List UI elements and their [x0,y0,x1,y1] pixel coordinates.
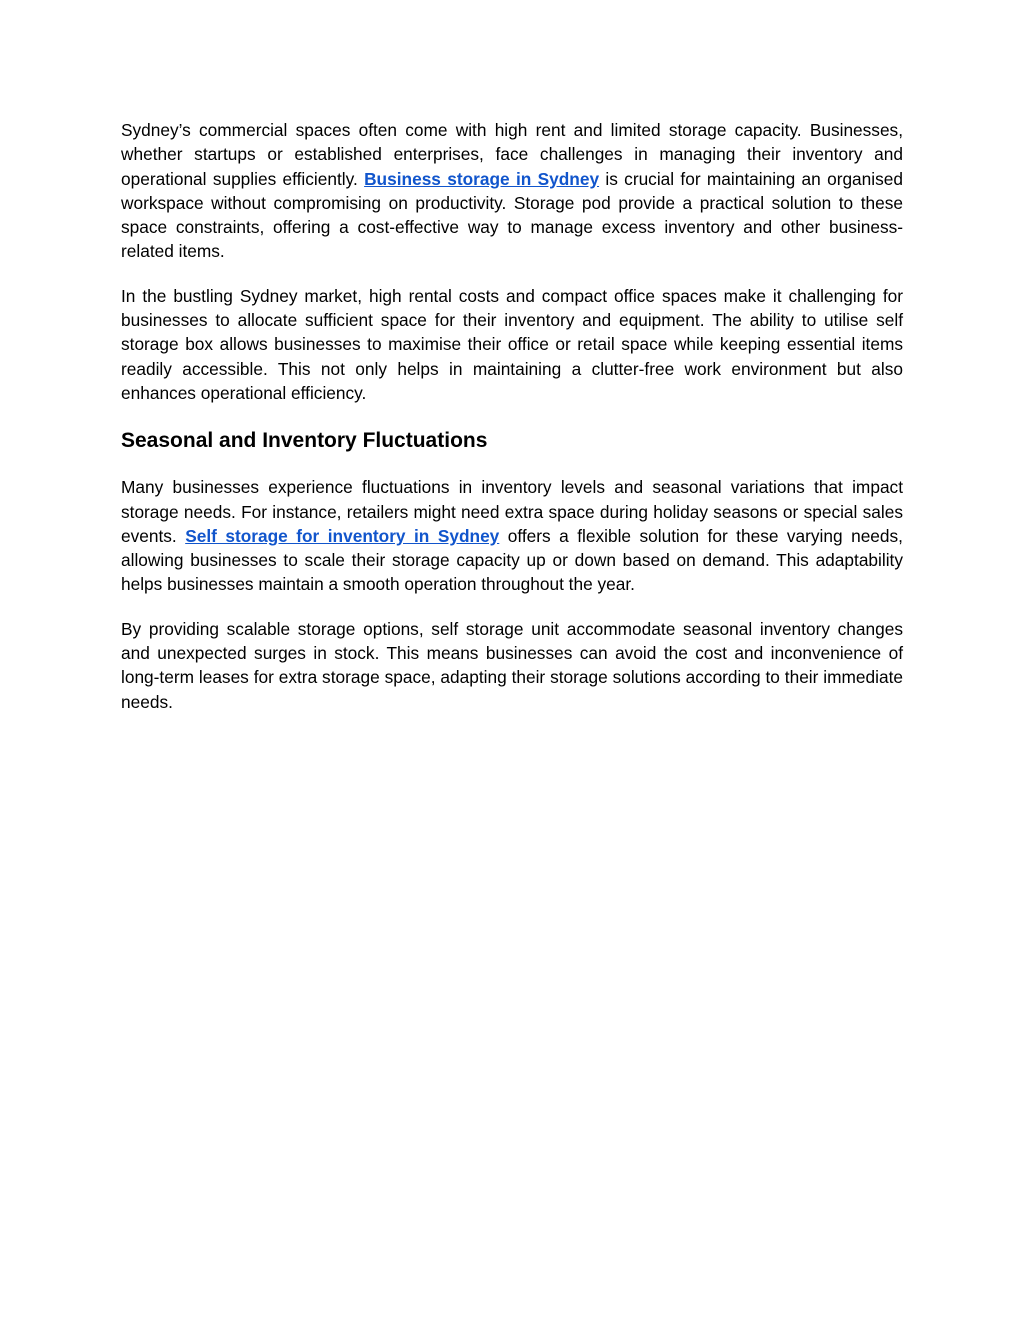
self-storage-inventory-link[interactable]: Self storage for inventory in Sydney [185,525,500,546]
business-storage-link[interactable]: Business storage in Sydney [364,168,600,189]
paragraph-fluctuations-text-before: Many businesses experience fluctuations in inventory levels and seasonal variations that impact storage needs. For instance, retailers might need extra space during holiday seasons or special sales events. [121,477,903,546]
paragraph-intro [121,118,903,264]
document-body [121,118,903,734]
paragraph-intro-text-after: is crucial for maintaining an organised workspace without compromising on productivity. Storage pod provide a practical solution to these space constraints, offering a cost-effective way to manage excess inventory and other business-related items. [121,168,903,262]
paragraph-scalable-storage: By providing scalable storage options, self storage unit accommodate seasonal inventory changes and unexpected surges in stock. This means businesses can avoid the cost and inconvenience of long-term leases for extra storage space, adapting their storage solutions according to their immediate needs. [121,618,903,712]
paragraph-intro-text-before: Sydney’s commercial spaces often come with high rent and limited storage capacity. Businesses, whether startups or established enterprises, face challenges in managing their inventory and operational supplies efficiently. [121,120,903,189]
paragraph-sydney-market: In the bustling Sydney market, high rental costs and compact office spaces make it challenging for businesses to allocate sufficient space for their inventory and equipment. The ability to utilise self storage box allows businesses to maximise their office or retail space while keeping essential items readily accessible. This not only helps in maintaining a clutter-free work environment but also enhances operational efficiency. [121,285,903,403]
paragraph-fluctuations-text-after: offers a flexible solution for these varying needs, allowing businesses to scale their storage capacity up or down based on demand. This adaptability helps businesses maintain a smooth operation throughout the year. [121,525,903,595]
section-heading: Seasonal and Inventory Fluctuations [121,429,488,453]
paragraph-fluctuations [121,475,903,596]
